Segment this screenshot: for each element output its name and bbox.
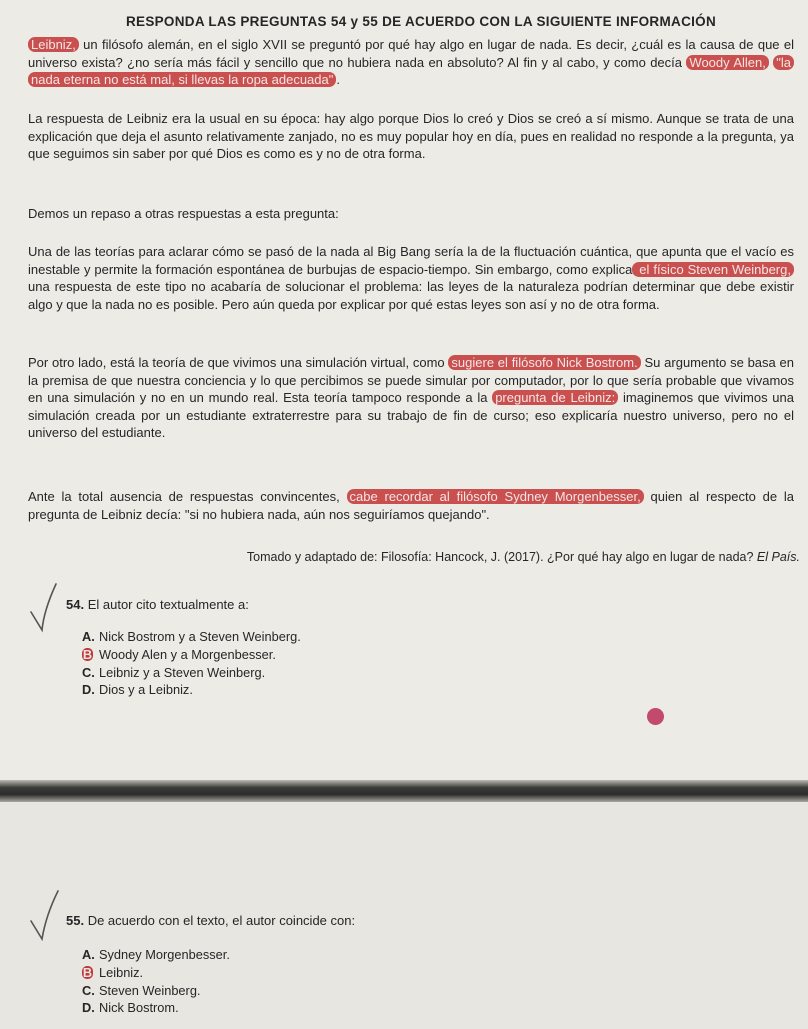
question-54-text: El autor cito textualmente a: — [87, 597, 249, 612]
source-citation: Tomado y adaptado de: Filosofía: Hancock, J. (2017). ¿Por qué hay algo en lugar de nada? El País. — [246, 550, 800, 564]
question-55 — [66, 913, 355, 928]
question-55-options — [82, 946, 230, 1017]
paragraph-4: Una de las teorías para aclarar cómo se pasó de la nada al Big Bang sería la de la fluctuación cuántica, que apunta que el vacío es inestable y permite la formación espontánea de burbujas de espacio-tiempo. Sin embargo, como explica el físico Steven Weinberg, una respuesta de este tipo no acabaría de solucionar el problema: las leyes de la naturaleza podrían determinar que debe existir algo y que la nada no es posible. Pero aún queda por explicar por qué estas leyes son así y no de otra forma. — [28, 244, 794, 312]
question-55-text: De acuerdo con el texto, el autor coincide con: — [87, 913, 356, 928]
highlight-morgenbesser: cabe recordar al filósofo Sydney Morgenbesser, — [347, 489, 644, 504]
highlight-pregunta-leibniz: pregunta de Leibniz: — [492, 390, 618, 405]
paragraph-3: Demos un repaso a otras respuestas a esta pregunta: — [28, 206, 339, 221]
selected-answer-mark: B — [82, 964, 93, 980]
paragraph-1: Leibniz, un filósofo alemán, en el siglo XVII se preguntó por qué hay algo en lugar de nada. Es decir, ¿cuál es la causa de que el universo exista? ¿no sería más fácil y sencillo que no hubiera nada en absoluto? Al fin y al cabo, y como decía Woody Allen, "la nada eterna no está mal, si llevas la ropa adecuada" . — [28, 37, 794, 87]
selected-answer-mark: B — [82, 646, 93, 662]
option-54-d[interactable]: D. Dios y a Leibniz. — [82, 682, 193, 698]
check-mark-icon — [28, 580, 60, 636]
paragraph-6: Ante la total ausencia de respuestas convincentes, cabe recordar al filósofo Sydney Morgenbesser, quien al respecto de la pregunta de Leibniz decía: "si no hubiera nada, aún nos seguiríamos quejando". — [28, 489, 794, 522]
option-54-b[interactable]: B Woody Alen y a Morgenbesser. — [82, 646, 276, 662]
highlight-weinberg: el físico Steven Weinberg, — [632, 262, 794, 277]
option-55-d[interactable]: D. Nick Bostrom. — [82, 1000, 179, 1016]
check-mark-icon — [28, 885, 62, 941]
highlight-bostrom: sugiere el filósofo Nick Bostrom. — [448, 355, 640, 370]
ink-dot-mark — [647, 708, 664, 725]
paragraph-2: La respuesta de Leibniz era la usual en su época: hay algo porque Dios lo creó y Dios se creó a sí mismo. Aunque se trata de una explicación que deja el asunto relativamente zanjado, no es muy popular hoy en día, pues en realidad no responde a la pregunta, ya que seguimos sin saber por qué Dios es como es y no de otra forma. — [28, 111, 794, 161]
question-54-options — [82, 628, 301, 699]
option-55-c[interactable]: C. Steven Weinberg. — [82, 982, 201, 998]
option-55-a[interactable]: A. Sydney Morgenbesser. — [82, 947, 230, 962]
question-54-number: 54. — [66, 597, 85, 612]
question-54 — [66, 597, 249, 612]
page-fold-shadow — [0, 780, 808, 802]
paragraph-5: Por otro lado, está la teoría de que vivimos una simulación virtual, como sugiere el filósofo Nick Bostrom. Su argumento se basa en la premisa de que nuestra conciencia y lo que percibimos se puede simular por computador, por lo que sería probable que vivamos en una simulación y no en un mundo real. Esta teoría tampoco responde a la pregunta de Leibniz: imaginemos que vivimos una simulación creada por un estudiante extraterrestre para su trabajo de fin de curso; eso explicaría nuestro universo, pero no el universo del estudiante. — [28, 355, 794, 440]
highlight-woody-allen: Woody Allen, — [686, 55, 768, 70]
option-55-b[interactable]: B Leibniz. — [82, 964, 144, 980]
page-title: RESPONDA LAS PREGUNTAS 54 y 55 DE ACUERDO CON LA SIGUIENTE INFORMACIÓN — [125, 14, 717, 29]
highlight-quote: "la nada eterna no está mal, si llevas la ropa adecuada" — [28, 55, 794, 88]
question-55-number: 55. — [66, 913, 85, 928]
option-54-a[interactable]: A. Nick Bostrom y a Steven Weinberg. — [82, 629, 301, 644]
option-54-c[interactable]: C. Leibniz y a Steven Weinberg. — [82, 664, 266, 680]
highlight-leibniz: Leibniz, — [28, 37, 79, 52]
